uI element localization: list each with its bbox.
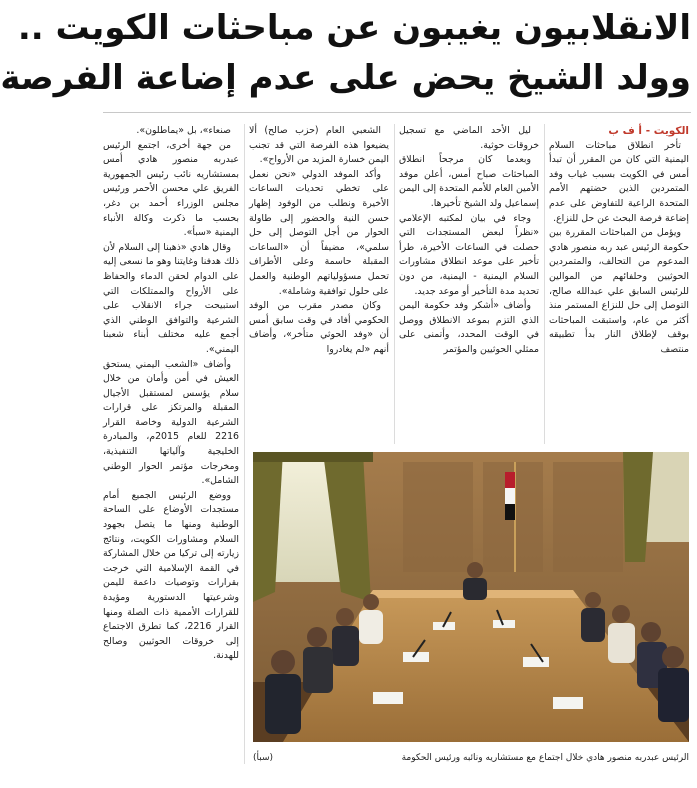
article-column-4 — [103, 124, 239, 764]
paragraph: وأضاف «أشكر وفد حكومة اليمن الذي التزم بموعد الانطلاق ووصل في الوقت المحدد، وأتمنى على ممثلي الحوثيين والمؤتمر — [399, 300, 539, 355]
paragraph: وأضاف «الشعب اليمني يستحق العيش في أمن وأمان من خلال سلام يؤسس لمستقبل الأجيال المقبلة والمرتكز على قرارات الشرعية الدولية وخاصة القرار 2216 للعام 2015م، والمبادرة الخليجية وآلياتها التنفيذية، ومخرجات مؤتمر الحوار الوطني الشامل». — [103, 358, 239, 487]
paragraph: وقال هادي «ذهبنا إلى السلام لأن ذلك هدفنا وغايتنا وهو ما نسعى إليه على الدوام لحقن الدماء والحفاظ على الأرواح والممتلكات التي استبيحت جراء الانقلاب على الشرعية والتوافق الوطني الذي أجمع عليه مختلف أبناء شعبنا اليمني». — [103, 241, 239, 355]
column-divider — [244, 124, 245, 764]
article-column-2 — [399, 124, 539, 444]
column-divider — [544, 124, 545, 444]
paragraph: تأخر انطلاق مباحثات السلام اليمنية التي كان من المقرر أن تبدأ أمس في الكويت بسبب غياب وفد المتمردين الذين حضتهم الأمم المتحدة الراعية للتفاوض على عدم إضاعة فرصة البحث عن حل للنزاع. — [549, 139, 689, 224]
paragraph: وجاء في بيان لمكتبه الإعلامي «نظراً لبعض المستجدات التي حصلت في الساعات الأخيرة، طرأ تأخير على موعد انطلاق مشاورات السلام اليمنية - اليمنية، من دون تحديد مدة التأخير أو موعد جديد. — [399, 212, 539, 297]
paragraph: وكان مصدر مقرب من الوفد الحكومي أفاد في وقت سابق أمس أن «وفد الحوثي متأخر»، وأضاف أنهم «لم يغادروا — [249, 300, 389, 355]
paragraph: صنعاء»، بل «يماطلون». — [136, 125, 231, 136]
caption-text: الرئيس عبدربه منصور هادي خلال اجتماع مع مستشاريه ونائبه ورئيس الحكومة — [401, 753, 689, 763]
paragraph: ليل الأحد الماضي مع تسجيل خروقات حوثية. — [399, 125, 539, 151]
paragraph: من جهة أخرى، اجتمع الرئيس عبدربه منصور هادي أمس بمستشاريه نائب رئيس الجمهورية الفريق علي محسن الأحمر ورئيس مجلس الوزراء أحمد بن دغر، بحسب ما ذكرت وكالة الأنباء اليمنية «سبأ». — [103, 139, 239, 239]
paragraph: الشعبي العام (حزب صالح) ألا يضيعوا هذه الفرصة التي قد تجنب اليمن خسارة المزيد من الأرواح». — [249, 125, 389, 166]
headline-line-1: الانقلابيون يغيبون عن مباحثات الكويت .. — [17, 8, 691, 48]
paragraph: ويؤمل من المباحثات المقررة بين حكومة الرئيس عبد ربه منصور هادي المدعوم من التحالف، والمتمردين الحوثيين وحلفائهم من الموالين للرئيس السابق علي عبدالله صالح، التوصل إلى حل للنزاع المستمر منذ أكثر من عام، واستبقت المباحثات بوقف لإطلاق النار بدأ تطبيقه منتصف — [549, 227, 689, 355]
headline-divider — [103, 112, 691, 113]
paragraph: ووضع الرئيس الجميع أمام مستجدات الأوضاع على الساحة الوطنية ومنها ما يتصل بجهود السلام ومشاورات الكويت، ونتائج زيارته إلى تركيا من خلال المشاركة في القمة الإسلامية التي خرجت بقرارات وتوصيات داعمة لليمن وشرعيتها الدستورية ومؤيدة للقرارات الأممية ذات الصلة ومنها القرار 2216، كما تطرق الاجتماع إلى خروقات الحوثيين وصالح للهدنة. — [103, 489, 239, 662]
column-divider — [394, 124, 395, 444]
headline-line-2: وولد الشيخ يحض على عدم إضاعة الفرصة — [0, 58, 691, 98]
paragraph: وأكد الموفد الدولي «نحن نعمل على تخطي تحديات الساعات الأخيرة ونطلب من الوفود إظهار حسن النية والحضور إلى طاولة الحوار من أجل التوصل إلى حل سلمي»، مضيفاً أن «الساعات المقبلة حاسمة وعلى الأطراف تحمل مسؤولياتهم الوطنية والعمل على حلول توافقية وشاملة». — [249, 168, 389, 297]
photo-credit: (سبأ) — [253, 753, 274, 763]
article-column-3 — [249, 124, 389, 444]
meeting-photo — [253, 452, 689, 742]
paragraph: وبعدما كان مرجحاً انطلاق المباحثات صباح أمس، أعلن موفد الأمين العام للأمم المتحدة إلى اليمن إسماعيل ولد الشيخ تأخيرها. — [399, 154, 539, 209]
article-column-1 — [549, 124, 689, 444]
dateline: الكويت - أ ف ب — [608, 125, 689, 137]
photo-caption — [253, 748, 689, 768]
